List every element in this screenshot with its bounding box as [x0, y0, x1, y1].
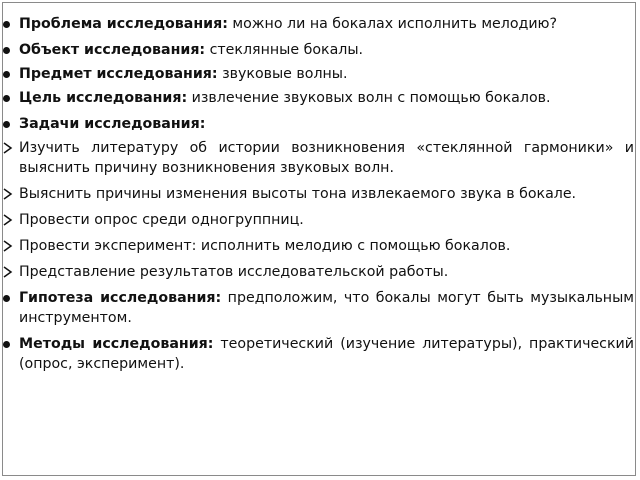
subject-label: Предмет исследования: [19, 66, 218, 82]
task-text: Провести опрос среди одногруппниц. [19, 212, 304, 228]
object-label: Объект исследования: [19, 42, 206, 58]
tasks-label: Задачи исследования: [19, 116, 206, 132]
methods-item [2, 334, 636, 374]
problem-item [2, 14, 636, 34]
hypothesis-item [2, 288, 636, 328]
bullet-arrow-icon [3, 214, 13, 226]
object-text: стеклянные бокалы. [205, 42, 364, 58]
bullet-arrow-icon [3, 266, 13, 278]
goal-text: извлечение звуковых волн с помощью бокалов. [187, 90, 551, 106]
bullet-dot-icon [3, 121, 10, 128]
bullet-dot-icon [3, 71, 10, 78]
task-item [2, 262, 636, 282]
task-item [2, 184, 636, 204]
hypothesis-text: предположим, что бокалы могут быть музыкальным инструментом. [19, 290, 634, 326]
bullet-arrow-icon [3, 188, 13, 200]
bullet-dot-icon [3, 95, 10, 102]
goal-item [2, 88, 636, 108]
hypothesis-label: Гипотеза исследования: [19, 290, 222, 306]
bullet-dot-icon [3, 341, 10, 348]
tasks-heading-item [2, 114, 636, 134]
task-item [2, 210, 636, 230]
subject-text: звуковые волны. [217, 66, 348, 82]
bullet-arrow-icon [3, 240, 13, 252]
task-text: Выяснить причины изменения высоты тона извлекаемого звука в бокале. [19, 186, 577, 202]
object-item [2, 40, 636, 60]
subject-item [2, 64, 636, 84]
methods-text: теоретический (изучение литературы), практический (опрос, эксперимент). [19, 336, 634, 372]
bullet-dot-icon [3, 47, 10, 54]
slide-content [2, 14, 636, 464]
goal-label: Цель исследования: [19, 90, 188, 106]
bullet-arrow-icon [3, 142, 13, 154]
task-text: Представление результатов исследовательской работы. [19, 264, 449, 280]
problem-label: Проблема исследования: [19, 16, 228, 32]
problem-text: можно ли на бокалах исполнить мелодию? [227, 16, 558, 32]
task-item [2, 138, 636, 178]
task-item [2, 236, 636, 256]
bullet-dot-icon [3, 295, 10, 302]
task-text: Провести эксперимент: исполнить мелодию с помощью бокалов. [19, 238, 511, 254]
bullet-dot-icon [3, 21, 10, 28]
methods-label: Методы исследования: [19, 336, 214, 352]
task-text: Изучить литературу об истории возникновения «стеклянной гармоники» и выяснить причину возникновения звуковых волн. [19, 140, 634, 176]
